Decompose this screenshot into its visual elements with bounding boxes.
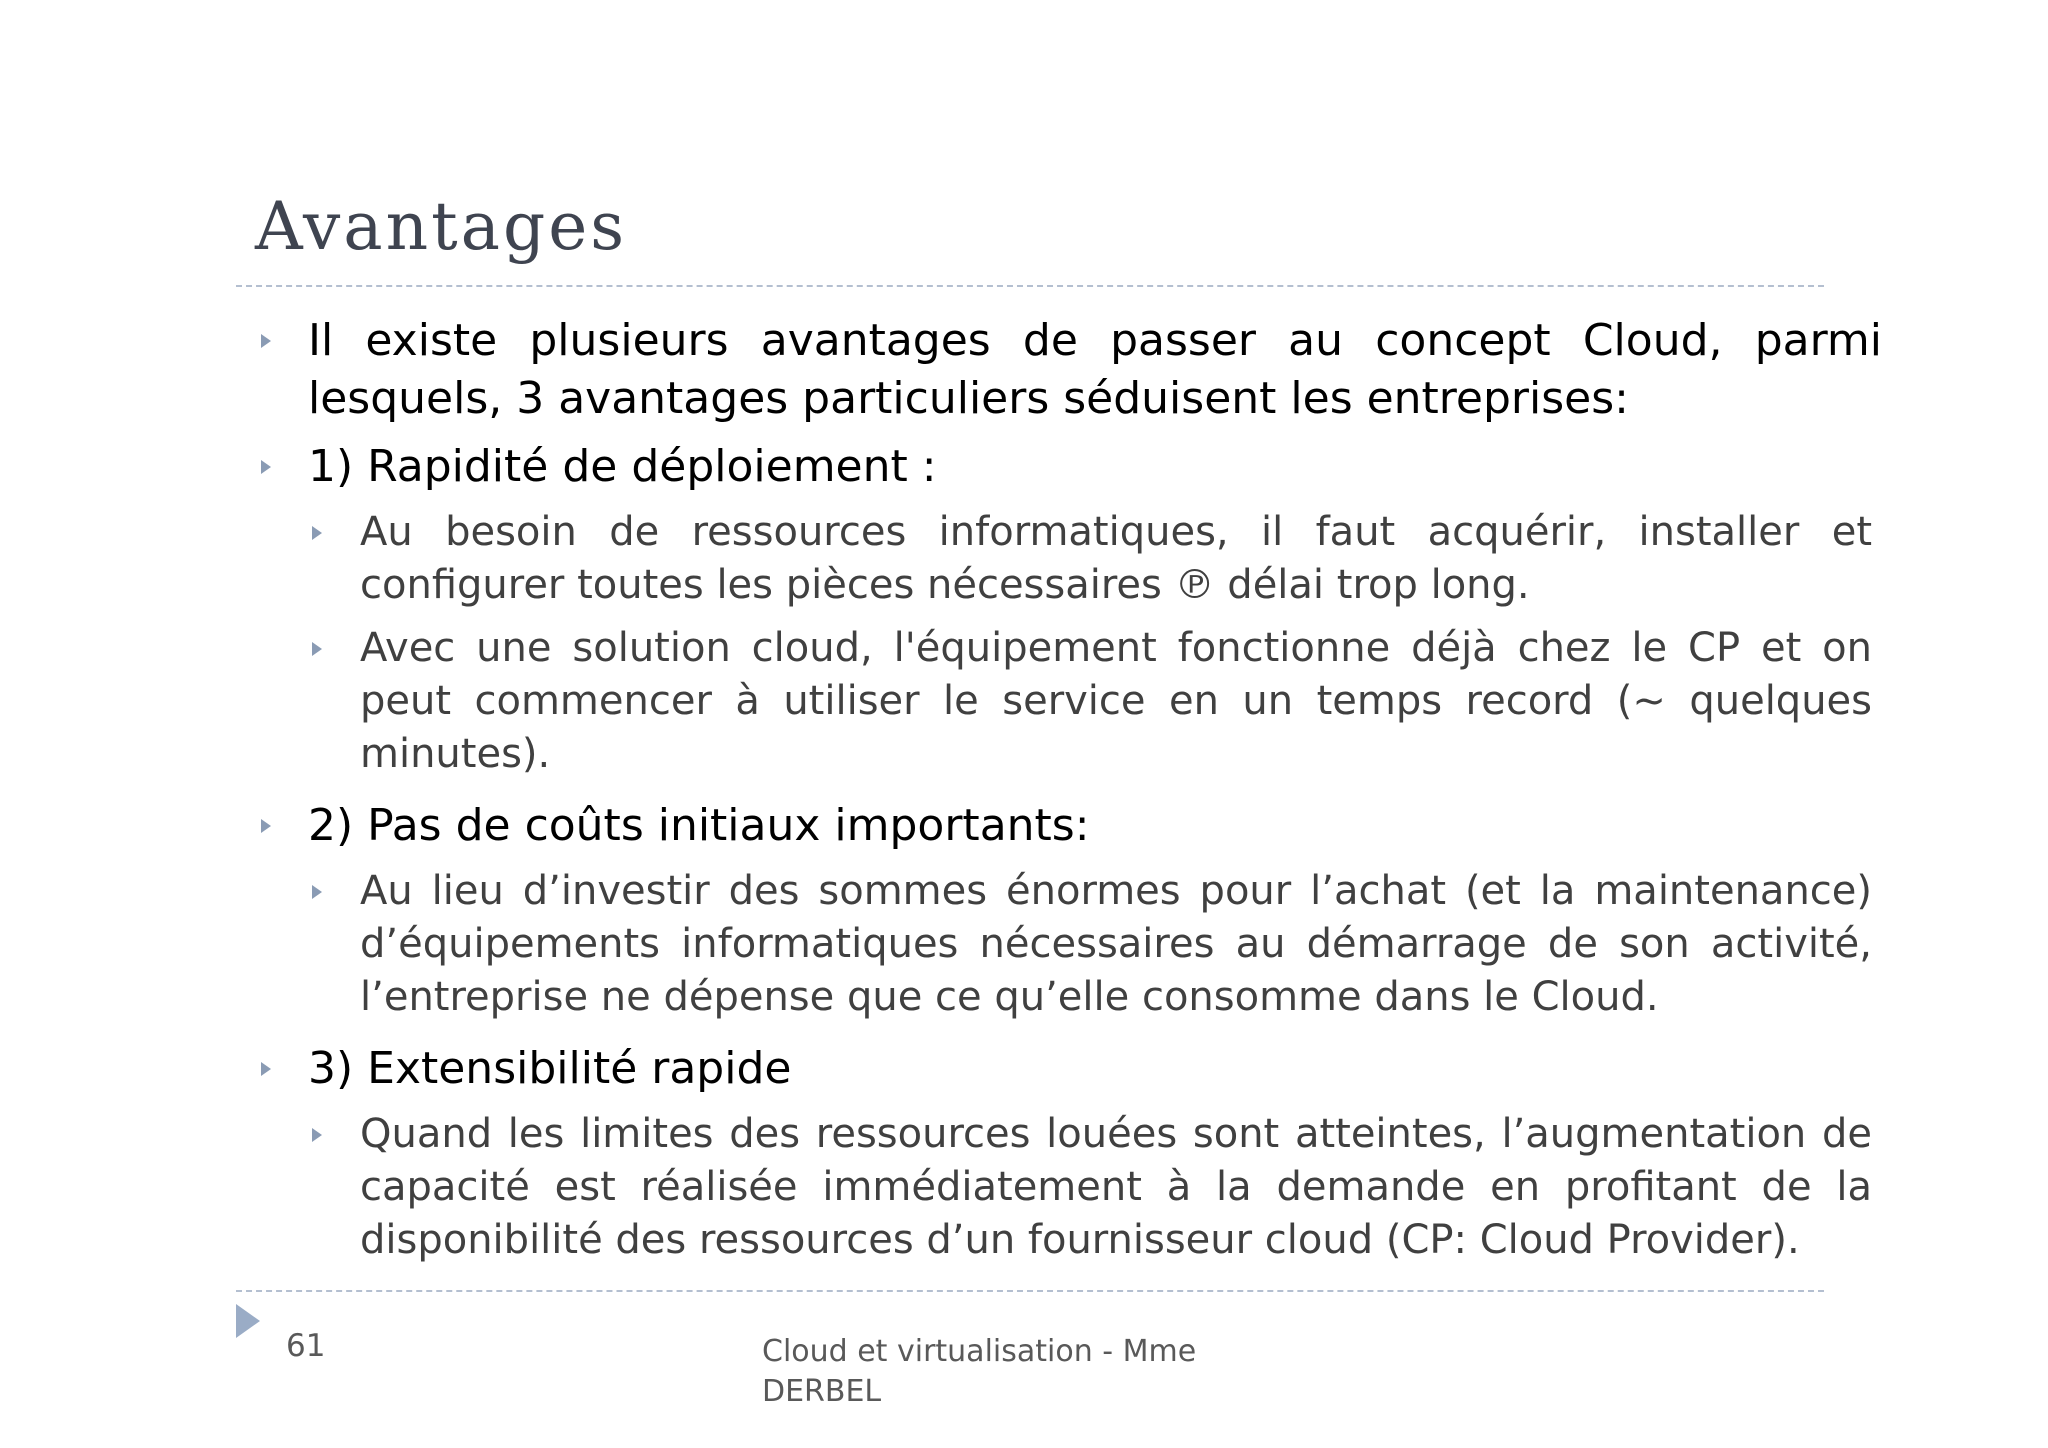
sub-bullet-text: Quand les limites des ressources louées sont atteintes, l’augmentation de capacité est réalisée immédiatement à la demande en profitant de la disponibilité des ressources d’un fournisseur cloud (CP: Cloud Provider). xyxy=(360,1111,1872,1263)
sub-bullet-arrow-icon xyxy=(312,885,322,899)
sub-bullet-arrow-icon xyxy=(312,642,322,656)
bullet-extensibilite xyxy=(236,1040,1882,1098)
bullet-text: Il existe plusieurs avantages de passer au concept Cloud, parmi lesquels, 3 avantages particuliers séduisent les entreprises: xyxy=(308,315,1882,424)
footer-arrow-icon xyxy=(236,1304,260,1338)
bullet-text: 2) Pas de coûts initiaux importants: xyxy=(308,800,1090,851)
sub-bullet xyxy=(236,1108,1872,1267)
bullet-arrow-icon xyxy=(261,334,271,348)
sub-bullet-text: Au lieu d’investir des sommes énormes pour l’achat (et la maintenance) d’équipements informatiques nécessaires au démarrage de son activité, l’entreprise ne dépense que ce qu’elle consomme dans le Cloud. xyxy=(360,868,1872,1020)
sub-bullet xyxy=(236,622,1872,781)
bullet-rapidite xyxy=(236,438,1882,496)
bullet-arrow-icon xyxy=(261,460,271,474)
sub-bullet xyxy=(236,865,1872,1024)
bullet-couts xyxy=(236,797,1882,855)
bullet-text: 3) Extensibilité rapide xyxy=(308,1043,792,1094)
sub-bullet-arrow-icon xyxy=(312,526,322,540)
bullet-intro xyxy=(236,312,1882,428)
slide-content xyxy=(236,312,1882,1277)
slide-title: Avantages xyxy=(255,188,628,265)
sub-bullet-text: Au besoin de ressources informatiques, il faut acquérir, installer et configurer toutes les pièces nécessaires ℗ délai trop long. xyxy=(360,509,1872,608)
sub-bullet-arrow-icon xyxy=(312,1128,322,1142)
bullet-arrow-icon xyxy=(261,819,271,833)
sub-bullet xyxy=(236,506,1872,612)
footer-text: Cloud et virtualisation - Mme DERBEL xyxy=(762,1334,1197,1409)
title-divider xyxy=(236,285,1824,287)
bullet-arrow-icon xyxy=(261,1062,271,1076)
bullet-text: 1) Rapidité de déploiement : xyxy=(308,441,937,492)
footer-divider xyxy=(236,1290,1824,1292)
page-number: 61 xyxy=(286,1328,326,1364)
sub-bullet-text: Avec une solution cloud, l'équipement fonctionne déjà chez le CP et on peut commencer à utiliser le service en un temps record (~ quelques minutes). xyxy=(360,625,1872,777)
